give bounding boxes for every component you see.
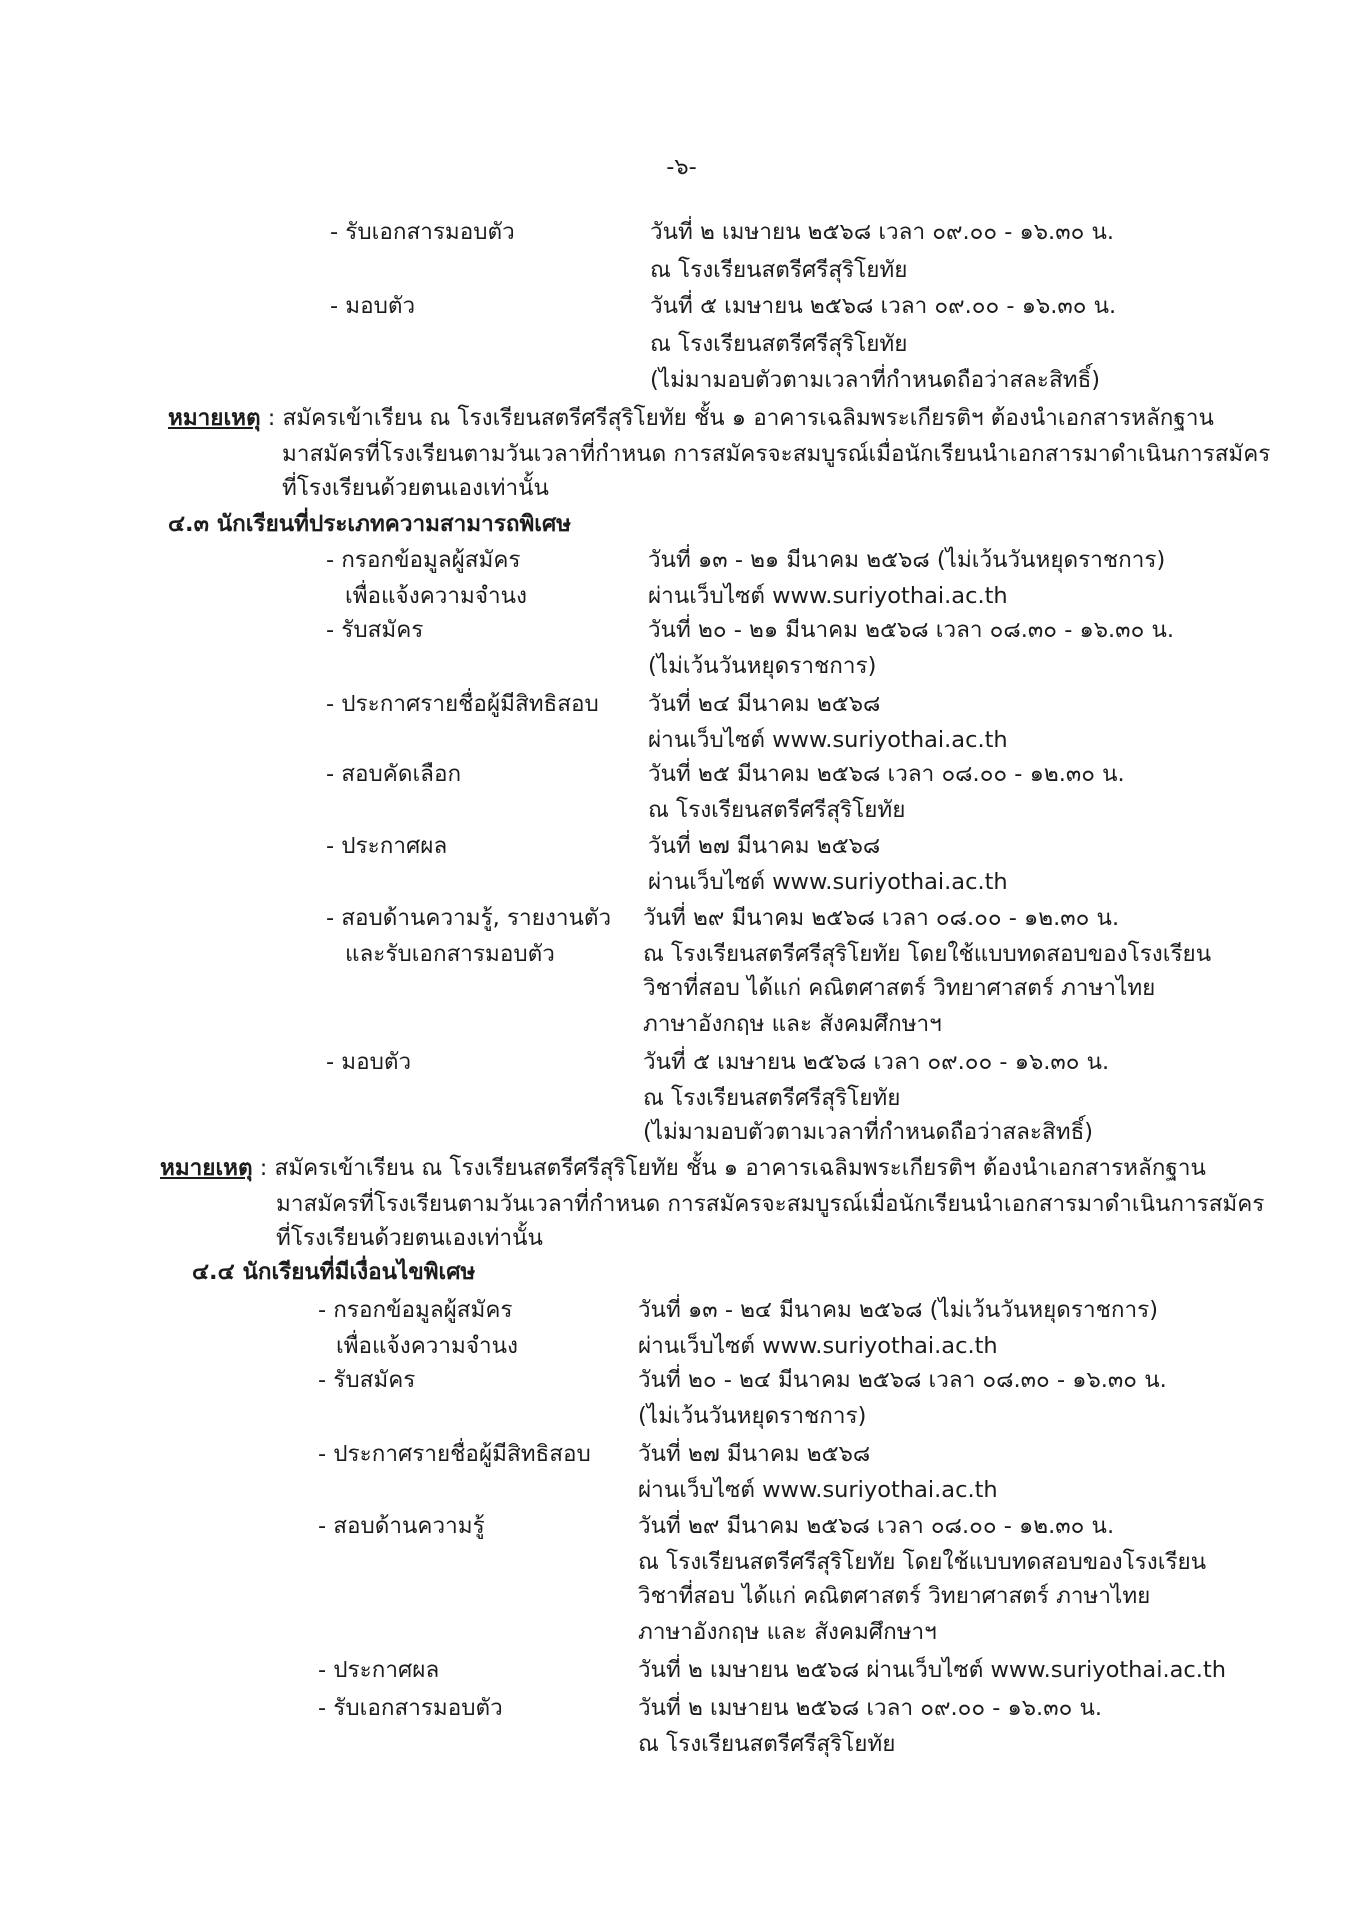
detail-line: วันที่ ๒๔ มีนาคม ๒๕๖๘ <box>648 691 881 717</box>
note-line: มาสมัครที่โรงเรียนตามวันเวลาที่กำหนด การสมัครจะสมบูรณ์เมื่อนักเรียนนำเอกสารมาดำเนินการสมัคร <box>276 1191 1265 1217</box>
detail-line: ณ โรงเรียนสตรีศรีสุริโยทัย โดยใช้แบบทดสอบของโรงเรียน <box>643 941 1212 967</box>
detail-line: ผ่านเว็บไซต์ www.suriyothai.ac.th <box>638 1333 998 1359</box>
task-label: และรับเอกสารมอบตัว <box>345 941 555 967</box>
note-label: หมายเหตุ <box>160 1155 253 1181</box>
detail-line: วันที่ ๑๓ - ๒๔ มีนาคม ๒๕๖๘ (ไม่เว้นวันหยุดราชการ) <box>638 1297 1159 1323</box>
detail-line: (ไม่มามอบตัวตามเวลาที่กำหนดถือว่าสละสิทธิ์) <box>643 1119 1094 1145</box>
detail-line: ณ โรงเรียนสตรีศรีสุริโยทัย <box>650 257 908 283</box>
detail-line: วันที่ ๒๗ มีนาคม ๒๕๖๘ <box>638 1441 871 1467</box>
task-label: - ประกาศผล <box>326 833 448 859</box>
detail-line: ณ โรงเรียนสตรีศรีสุริโยทัย <box>638 1731 896 1757</box>
detail-line: ภาษาอังกฤษ และ สังคมศึกษาฯ <box>643 1011 942 1037</box>
detail-line: ณ โรงเรียนสตรีศรีสุริโยทัย โดยใช้แบบทดสอบของโรงเรียน <box>638 1549 1207 1575</box>
section-heading: ๔.๔ นักเรียนที่มีเงื่อนไขพิเศษ <box>192 1259 476 1285</box>
note-line: : สมัครเข้าเรียน ณ โรงเรียนสตรีศรีสุริโยทัย ชั้น ๑ อาคารเฉลิมพระเกียรติฯ ต้องนำเอกสารหลักฐาน <box>260 405 1214 431</box>
detail-line: (ไม่เว้นวันหยุดราชการ) <box>638 1403 867 1429</box>
section-heading: ๔.๓ นักเรียนที่ประเภทความสามารถพิเศษ <box>168 511 572 537</box>
note-label: หมายเหตุ <box>168 405 261 431</box>
task-label: - สอบด้านความรู้, รายงานตัว <box>326 905 612 931</box>
task-label: - ประกาศรายชื่อผู้มีสิทธิสอบ <box>318 1441 591 1467</box>
page-number: -๖- <box>666 154 697 180</box>
detail-line: วันที่ ๒๕ มีนาคม ๒๕๖๘ เวลา ๐๘.๐๐ - ๑๒.๓๐ น. <box>648 761 1125 787</box>
detail-line: ณ โรงเรียนสตรีศรีสุริโยทัย <box>643 1085 901 1111</box>
detail-line: วันที่ ๒๗ มีนาคม ๒๕๖๘ <box>648 833 881 859</box>
detail-line: วันที่ ๒ เมษายน ๒๕๖๘ ผ่านเว็บไซต์ www.suriyothai.ac.th <box>638 1657 1227 1683</box>
task-label: เพื่อแจ้งความจำนง <box>345 583 528 609</box>
task-label: - รับสมัคร <box>318 1367 416 1393</box>
detail-line: วันที่ ๒๐ - ๒๑ มีนาคม ๒๕๖๘ เวลา ๐๘.๓๐ - ๑๖.๓๐ น. <box>648 617 1174 643</box>
detail-line: วันที่ ๒ เมษายน ๒๕๖๘ เวลา ๐๙.๐๐ - ๑๖.๓๐ น. <box>638 1695 1103 1721</box>
detail-line: วันที่ ๒ เมษายน ๒๕๖๘ เวลา ๐๙.๐๐ - ๑๖.๓๐ น. <box>650 219 1115 245</box>
task-label: - รับเอกสารมอบตัว <box>318 1695 503 1721</box>
task-label: - กรอกข้อมูลผู้สมัคร <box>326 547 521 573</box>
note-line: ที่โรงเรียนด้วยตนเองเท่านั้น <box>282 475 549 501</box>
task-label: - มอบตัว <box>326 1049 412 1075</box>
detail-line: ผ่านเว็บไซต์ www.suriyothai.ac.th <box>648 727 1008 753</box>
task-label: - ประกาศผล <box>318 1657 440 1683</box>
note-line: ที่โรงเรียนด้วยตนเองเท่านั้น <box>276 1225 543 1251</box>
detail-line: ผ่านเว็บไซต์ www.suriyothai.ac.th <box>638 1477 998 1503</box>
detail-line: ณ โรงเรียนสตรีศรีสุริโยทัย <box>650 331 908 357</box>
task-label: - รับเอกสารมอบตัว <box>330 219 515 245</box>
detail-line: (ไม่เว้นวันหยุดราชการ) <box>648 653 877 679</box>
note-line: : สมัครเข้าเรียน ณ โรงเรียนสตรีศรีสุริโยทัย ชั้น ๑ อาคารเฉลิมพระเกียรติฯ ต้องนำเอกสารหลักฐาน <box>252 1155 1206 1181</box>
detail-line: วันที่ ๒๐ - ๒๔ มีนาคม ๒๕๖๘ เวลา ๐๘.๓๐ - ๑๖.๓๐ น. <box>638 1367 1167 1393</box>
task-label: - สอบด้านความรู้ <box>318 1513 485 1539</box>
detail-line: วันที่ ๕ เมษายน ๒๕๖๘ เวลา ๐๙.๐๐ - ๑๖.๓๐ น. <box>643 1049 1110 1075</box>
detail-line: (ไม่มามอบตัวตามเวลาที่กำหนดถือว่าสละสิทธิ์) <box>650 367 1101 393</box>
detail-line: วันที่ ๑๓ - ๒๑ มีนาคม ๒๕๖๘ (ไม่เว้นวันหยุดราชการ) <box>648 547 1166 573</box>
task-label: เพื่อแจ้งความจำนง <box>336 1333 519 1359</box>
detail-line: วันที่ ๒๙ มีนาคม ๒๕๖๘ เวลา ๐๘.๐๐ - ๑๒.๓๐ น. <box>643 905 1120 931</box>
detail-line: ผ่านเว็บไซต์ www.suriyothai.ac.th <box>648 869 1008 895</box>
task-label: - มอบตัว <box>330 293 416 319</box>
task-label: - ประกาศรายชื่อผู้มีสิทธิสอบ <box>326 691 599 717</box>
note-line: มาสมัครที่โรงเรียนตามวันเวลาที่กำหนด การสมัครจะสมบูรณ์เมื่อนักเรียนนำเอกสารมาดำเนินการสมัคร <box>282 441 1271 467</box>
detail-line: วิชาที่สอบ ได้แก่ คณิตศาสตร์ วิทยาศาสตร์ ภาษาไทย <box>643 975 1156 1001</box>
detail-line: ภาษาอังกฤษ และ สังคมศึกษาฯ <box>638 1619 937 1645</box>
detail-line: วิชาที่สอบ ได้แก่ คณิตศาสตร์ วิทยาศาสตร์ ภาษาไทย <box>638 1583 1151 1609</box>
detail-line: ณ โรงเรียนสตรีศรีสุริโยทัย <box>648 797 906 823</box>
task-label: - รับสมัคร <box>326 617 424 643</box>
task-label: - กรอกข้อมูลผู้สมัคร <box>318 1297 513 1323</box>
detail-line: วันที่ ๒๙ มีนาคม ๒๕๖๘ เวลา ๐๘.๐๐ - ๑๒.๓๐ น. <box>638 1513 1115 1539</box>
task-label: - สอบคัดเลือก <box>326 761 462 787</box>
detail-line: วันที่ ๕ เมษายน ๒๕๖๘ เวลา ๐๙.๐๐ - ๑๖.๓๐ น. <box>650 293 1117 319</box>
detail-line: ผ่านเว็บไซต์ www.suriyothai.ac.th <box>648 583 1008 609</box>
